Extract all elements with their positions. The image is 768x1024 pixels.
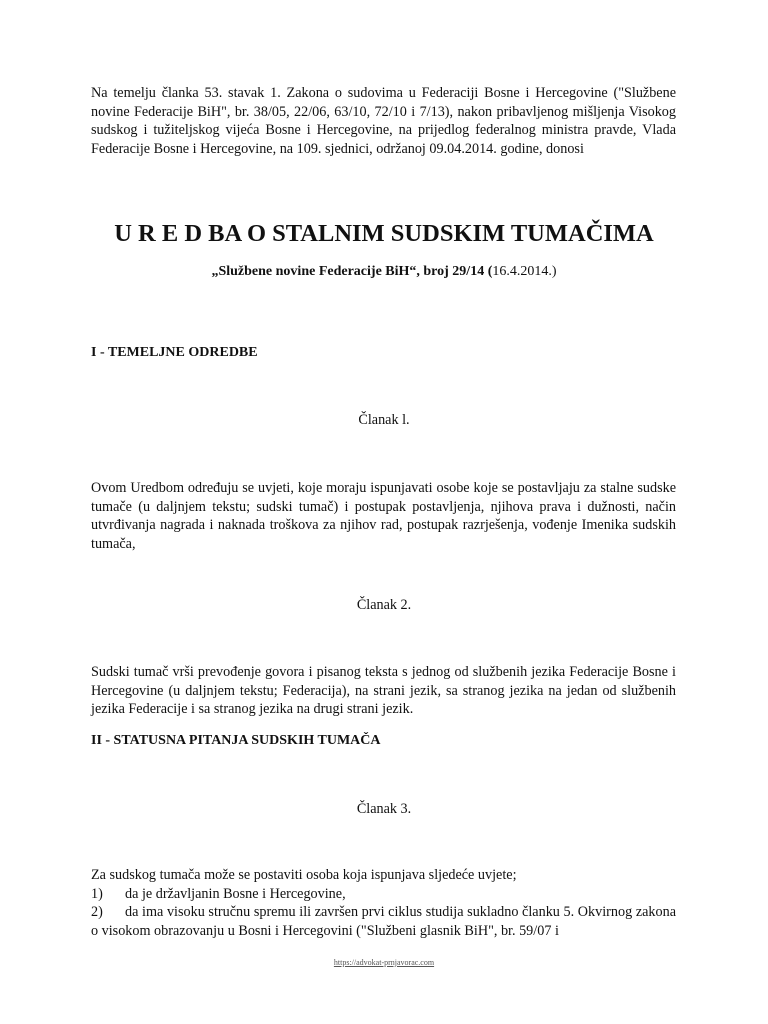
- article-2-paragraph: Sudski tumač vrši prevođenje govora i pisanog teksta s jednog od službenih jezika Federacije Bosne i Hercegovine (u daljnjem tekstu; Federacija), na strani jezik, sa stranog jezika na jedan od službenih jezika Federacije i sa stranog jezika na drugi strani jezik.: [91, 664, 676, 717]
- list-text: da je državljanin Bosne i Hercegovine,: [125, 885, 346, 902]
- list-item: [91, 903, 676, 940]
- footer-link[interactable]: https://advokat-prnjavorac.com: [333, 958, 435, 967]
- list-number: 2): [91, 904, 103, 920]
- gazette-reference: [0, 264, 768, 280]
- section-heading-1: I - TEMELJNE ODREDBE: [91, 345, 258, 360]
- article-1-heading: Članak l.: [358, 412, 410, 428]
- gazette-source: „Službene novine Federacije BiH“, broj 29/14 (: [211, 264, 493, 279]
- article-3-heading: Članak 3.: [356, 801, 412, 817]
- gazette-date: 16.4.2014.): [492, 264, 557, 279]
- list-text: da ima visoku stručnu spremu ili završen prvi ciklus studija sukladno članku 5. Okvirnog zakona o visokom obrazovanju u Bosni i Hercegovini ("Službeni glasnik BiH", br. 59/07 i: [91, 904, 676, 939]
- intro-paragraph: Na temelju članka 53. stavak 1. Zakona o sudovima u Federaciji Bosne i Hercegovine ("Službene novine Federacije BiH", br. 38/05, 22/06, 63/10, 72/10 i 7/13), nakon pribavljenog mišljenja Visokog sudskog i tužiteljskog vijeća Bosne i Hercegovine, na prijedlog federalnog ministra pravde, Vlada Federacije Bosne i Hercegovine, na 109. sjednici, održanoj 09.04.2014. godine, donosi: [91, 85, 676, 157]
- list-item: [91, 885, 676, 904]
- section-heading-2: II - STATUSNA PITANJA SUDSKIH TUMAČA: [91, 733, 381, 748]
- list-number: 1): [91, 885, 103, 902]
- article-1-paragraph: Ovom Uredbom određuju se uvjeti, koje moraju ispunjavati osobe koje se postavljaju za stalne sudske tumače (u daljnjem tekstu; sudski tumač) i postupak postavljenja, njihova prava i dužnosti, način utvrđivanja nagrada i naknada troškova za njihov rad, postupak razrješenja, vođenje Imenika sudskih tumača,: [91, 480, 676, 552]
- document-title: U R E D BA O STALNIM SUDSKIM TUMAČIMA: [114, 220, 654, 247]
- article-3-body: [91, 866, 676, 940]
- article-3-intro: Za sudskog tumača može se postaviti osoba koja ispunjava sljedeće uvjete;: [91, 867, 517, 883]
- article-2-heading: Članak 2.: [356, 597, 412, 613]
